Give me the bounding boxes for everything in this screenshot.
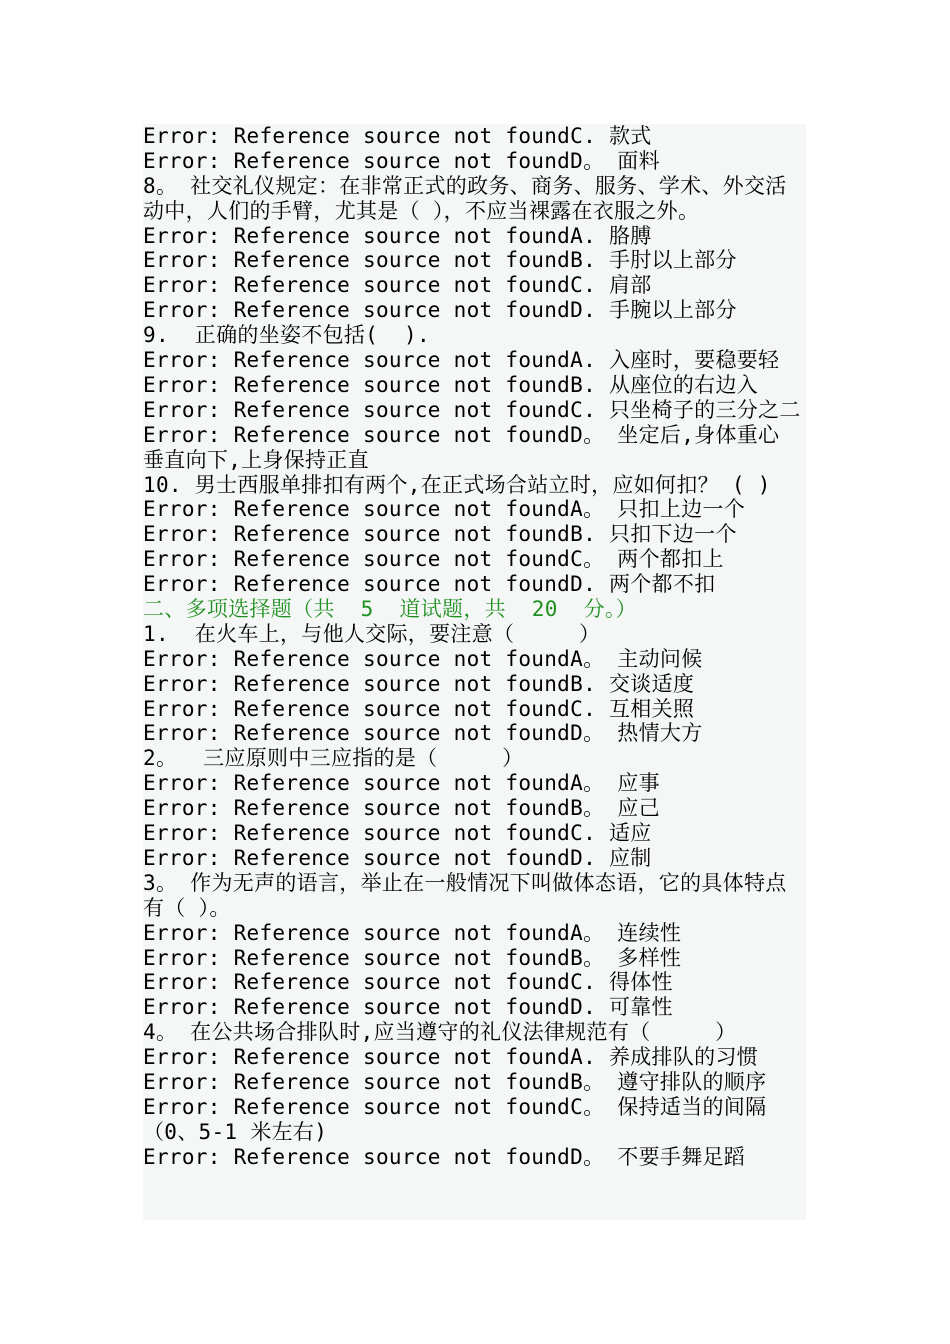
option-line: Error: Reference source not foundD. 手腕以上部分 bbox=[143, 298, 737, 323]
option-line: Error: Reference source not foundD。 不要手舞足蹈 bbox=[143, 1144, 746, 1169]
option-line: Error: Reference source not foundC。 两个都扣上 bbox=[143, 547, 724, 572]
option-line: Error: Reference source not foundB。 多样性 bbox=[143, 945, 682, 970]
option-line: Error: Reference source not foundA。 连续性 bbox=[143, 920, 682, 945]
option-line: Error: Reference source not foundA。 应事 bbox=[143, 771, 660, 796]
question-8: 8。 社交礼仪规定：在非常正式的政务、商务、服务、学术、外交活动中，人们的手臂，尤其是（ ），不应当裸露在衣服之外。 bbox=[143, 173, 787, 223]
option-line: Error: Reference source not foundD. 应制 bbox=[143, 845, 652, 870]
multi-question-2: 2。 三应原则中三应指的是（ ） bbox=[143, 746, 524, 771]
option-line: Error: Reference source not foundB. 手肘以上部分 bbox=[143, 248, 737, 273]
option-line: Error: Reference source not foundA. 胳膊 bbox=[143, 223, 652, 248]
option-line: Error: Reference source not foundD. 两个都不扣 bbox=[143, 572, 716, 597]
option-line: Error: Reference source not foundD。 坐定后,身体重心垂直向下,上身保持正直 bbox=[143, 422, 780, 472]
section-heading: 二、多项选择题（共 5 道试题，共 20 分。） bbox=[143, 597, 637, 621]
question-10: 10. 男士西服单排扣有两个,在正式场合站立时，应如何扣？ ( ) bbox=[143, 472, 771, 497]
option-line: Error: Reference source not foundC。 保持适当的间隔（0、5-1 米左右) bbox=[143, 1094, 767, 1144]
option-line: Error: Reference source not foundC. 肩部 bbox=[143, 273, 652, 298]
multi-question-1: 1. 在火车上，与他人交际，要注意（ ） bbox=[143, 621, 601, 646]
option-line: Error: Reference source not foundC. 得体性 bbox=[143, 970, 673, 995]
option-line: Error: Reference source not foundC. 互相关照 bbox=[143, 696, 695, 721]
option-line: Error: Reference source not foundA. 入座时，要稳要轻 bbox=[143, 348, 780, 373]
option-line: Error: Reference source not foundB. 只扣下边一个 bbox=[143, 522, 737, 547]
option-line: Error: Reference source not foundB. 从座位的右边入 bbox=[143, 372, 759, 397]
option-line: Error: Reference source not foundB。 应己 bbox=[143, 796, 660, 821]
document-content bbox=[143, 124, 801, 1170]
option-line: Error: Reference source not foundA. 养成排队的习惯 bbox=[143, 1045, 759, 1070]
option-line: Error: Reference source not foundC. 款式 bbox=[143, 124, 652, 148]
option-line: Error: Reference source not foundA。 只扣上边一个 bbox=[143, 497, 746, 522]
question-9: 9. 正确的坐姿不包括( ). bbox=[143, 323, 430, 348]
option-line: Error: Reference source not foundB。 遵守排队的顺序 bbox=[143, 1069, 767, 1094]
option-line: Error: Reference source not foundD. 可靠性 bbox=[143, 995, 673, 1020]
option-line: Error: Reference source not foundC. 只坐椅子的三分之二 bbox=[143, 397, 801, 422]
option-line: Error: Reference source not foundB. 交谈适度 bbox=[143, 671, 695, 696]
multi-question-3: 3。 作为无声的语言，举止在一般情况下叫做体态语，它的具体特点有（ ）。 bbox=[143, 870, 787, 920]
option-line: Error: Reference source not foundA。 主动问候 bbox=[143, 646, 703, 671]
option-line: Error: Reference source not foundD。 热情大方 bbox=[143, 721, 703, 746]
multi-question-4: 4。 在公共场合排队时,应当遵守的礼仪法律规范有（ ） bbox=[143, 1020, 737, 1045]
option-line: Error: Reference source not foundD。 面料 bbox=[143, 148, 660, 173]
option-line: Error: Reference source not foundC. 适应 bbox=[143, 821, 652, 846]
